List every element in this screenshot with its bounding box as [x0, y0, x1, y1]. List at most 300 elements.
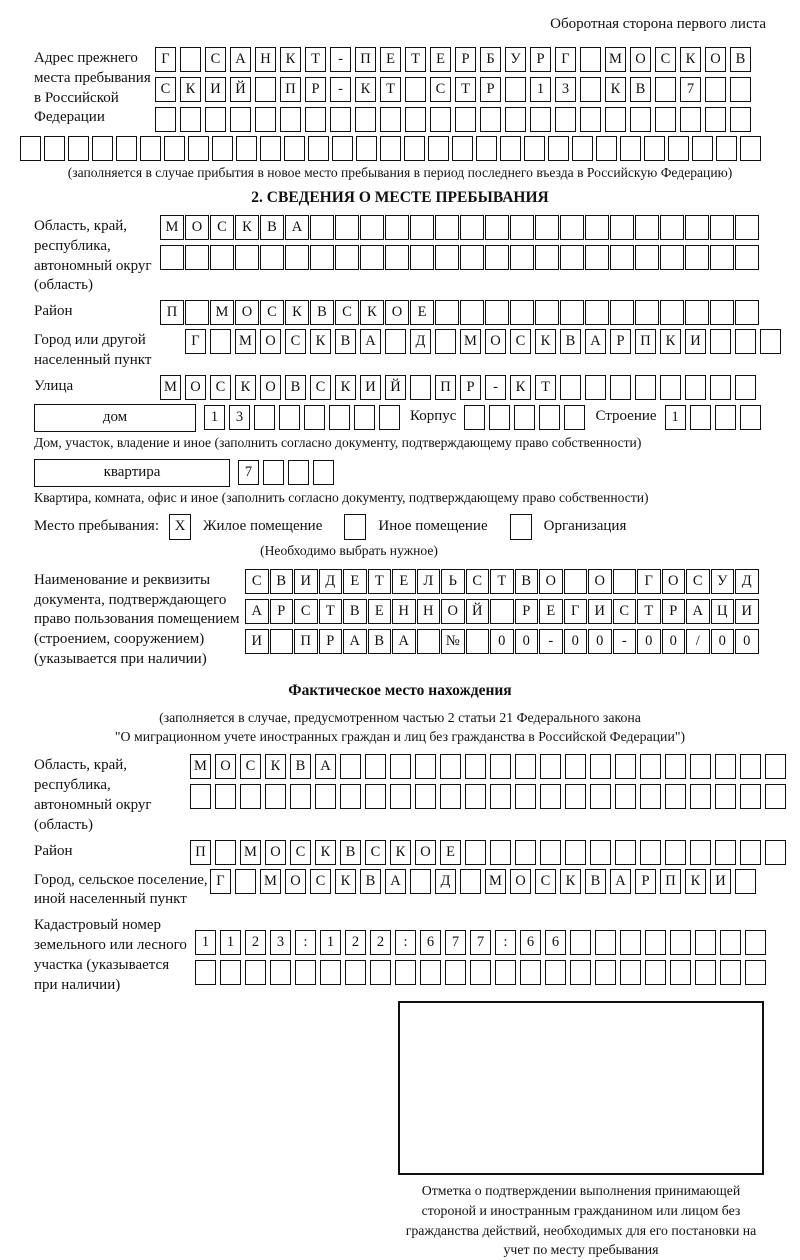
- char-box[interactable]: С: [365, 840, 386, 865]
- char-box[interactable]: С: [260, 300, 284, 325]
- char-box[interactable]: [435, 215, 459, 240]
- char-box[interactable]: [155, 107, 176, 132]
- char-box[interactable]: [710, 215, 734, 240]
- char-box[interactable]: [415, 784, 436, 809]
- char-box[interactable]: [765, 784, 786, 809]
- char-box[interactable]: В: [585, 869, 606, 894]
- char-box[interactable]: [735, 215, 759, 240]
- char-box[interactable]: С: [240, 754, 261, 779]
- char-box[interactable]: [715, 754, 736, 779]
- char-box[interactable]: О: [705, 47, 726, 72]
- char-box[interactable]: 6: [545, 930, 566, 955]
- char-box[interactable]: [720, 960, 741, 985]
- char-box[interactable]: [615, 784, 636, 809]
- char-box[interactable]: [640, 754, 661, 779]
- char-box[interactable]: С: [430, 77, 451, 102]
- char-box[interactable]: М: [485, 869, 506, 894]
- char-box[interactable]: [185, 300, 209, 325]
- char-box[interactable]: 7: [470, 930, 491, 955]
- char-box[interactable]: [310, 245, 334, 270]
- char-box[interactable]: Г: [637, 569, 661, 594]
- char-box[interactable]: [585, 215, 609, 240]
- char-box[interactable]: [630, 107, 651, 132]
- char-box[interactable]: [490, 754, 511, 779]
- char-box[interactable]: [580, 107, 601, 132]
- char-box[interactable]: В: [368, 629, 392, 654]
- char-box[interactable]: О: [510, 869, 531, 894]
- char-box[interactable]: [417, 629, 441, 654]
- char-box[interactable]: В: [310, 300, 334, 325]
- char-box[interactable]: [295, 960, 316, 985]
- char-box[interactable]: Р: [270, 599, 294, 624]
- char-box[interactable]: О: [485, 329, 506, 354]
- char-box[interactable]: [210, 245, 234, 270]
- char-box[interactable]: [640, 784, 661, 809]
- char-box[interactable]: У: [505, 47, 526, 72]
- char-box[interactable]: [288, 460, 309, 485]
- char-box[interactable]: Г: [210, 869, 231, 894]
- char-box[interactable]: И: [735, 599, 759, 624]
- char-box[interactable]: [480, 107, 501, 132]
- checkbox-other-premises[interactable]: [344, 514, 366, 540]
- char-box[interactable]: [440, 784, 461, 809]
- char-box[interactable]: С: [335, 300, 359, 325]
- char-box[interactable]: [690, 405, 711, 430]
- char-box[interactable]: О: [441, 599, 465, 624]
- char-box[interactable]: [730, 77, 751, 102]
- char-box[interactable]: В: [360, 869, 381, 894]
- char-box[interactable]: [380, 136, 401, 161]
- char-box[interactable]: С: [210, 375, 231, 400]
- char-box[interactable]: [564, 569, 588, 594]
- char-box[interactable]: -: [330, 77, 351, 102]
- char-box[interactable]: 0: [515, 629, 539, 654]
- char-box[interactable]: Р: [460, 375, 481, 400]
- char-box[interactable]: [640, 840, 661, 865]
- char-box[interactable]: [695, 930, 716, 955]
- char-box[interactable]: [620, 136, 641, 161]
- char-box[interactable]: [310, 215, 334, 240]
- char-box[interactable]: М: [460, 329, 481, 354]
- char-box[interactable]: [615, 754, 636, 779]
- char-box[interactable]: [596, 136, 617, 161]
- char-box[interactable]: С: [510, 329, 531, 354]
- char-box[interactable]: [560, 215, 584, 240]
- char-box[interactable]: Е: [392, 569, 416, 594]
- char-box[interactable]: 0: [588, 629, 612, 654]
- char-box[interactable]: 0: [490, 629, 514, 654]
- char-box[interactable]: [745, 960, 766, 985]
- char-box[interactable]: [395, 960, 416, 985]
- char-box[interactable]: 3: [270, 930, 291, 955]
- char-box[interactable]: [485, 215, 509, 240]
- char-box[interactable]: [740, 754, 761, 779]
- char-box[interactable]: 1: [530, 77, 551, 102]
- char-box[interactable]: А: [385, 869, 406, 894]
- char-box[interactable]: А: [230, 47, 251, 72]
- char-box[interactable]: М: [160, 375, 181, 400]
- char-box[interactable]: И: [360, 375, 381, 400]
- char-box[interactable]: 2: [345, 930, 366, 955]
- char-box[interactable]: [530, 107, 551, 132]
- char-box[interactable]: [660, 245, 684, 270]
- char-box[interactable]: Т: [455, 77, 476, 102]
- char-box[interactable]: [535, 245, 559, 270]
- char-box[interactable]: М: [240, 840, 261, 865]
- char-box[interactable]: -: [485, 375, 506, 400]
- char-box[interactable]: Е: [539, 599, 563, 624]
- char-box[interactable]: Д: [435, 869, 456, 894]
- char-box[interactable]: [44, 136, 65, 161]
- char-box[interactable]: [320, 960, 341, 985]
- char-box[interactable]: [380, 107, 401, 132]
- char-box[interactable]: И: [245, 629, 269, 654]
- char-box[interactable]: [410, 375, 431, 400]
- char-box[interactable]: [695, 960, 716, 985]
- char-box[interactable]: [510, 215, 534, 240]
- char-box[interactable]: Ц: [711, 599, 735, 624]
- char-box[interactable]: [308, 136, 329, 161]
- char-box[interactable]: П: [160, 300, 184, 325]
- char-box[interactable]: Е: [430, 47, 451, 72]
- char-box[interactable]: Р: [305, 77, 326, 102]
- char-box[interactable]: [370, 960, 391, 985]
- char-box[interactable]: [565, 754, 586, 779]
- char-box[interactable]: [230, 107, 251, 132]
- char-box[interactable]: [595, 960, 616, 985]
- char-box[interactable]: [476, 136, 497, 161]
- char-box[interactable]: 1: [320, 930, 341, 955]
- char-box[interactable]: Е: [410, 300, 434, 325]
- char-box[interactable]: [560, 375, 581, 400]
- char-box[interactable]: М: [190, 754, 211, 779]
- char-box[interactable]: [745, 930, 766, 955]
- char-box[interactable]: М: [260, 869, 281, 894]
- char-box[interactable]: [760, 329, 781, 354]
- char-box[interactable]: В: [343, 599, 367, 624]
- char-box[interactable]: [340, 754, 361, 779]
- char-box[interactable]: О: [185, 375, 206, 400]
- char-box[interactable]: [635, 215, 659, 240]
- char-box[interactable]: С: [535, 869, 556, 894]
- char-box[interactable]: О: [215, 754, 236, 779]
- char-box[interactable]: [668, 136, 689, 161]
- char-box[interactable]: [670, 930, 691, 955]
- char-box[interactable]: [164, 136, 185, 161]
- char-box[interactable]: [715, 784, 736, 809]
- char-box[interactable]: [585, 300, 609, 325]
- char-box[interactable]: К: [310, 329, 331, 354]
- char-box[interactable]: В: [270, 569, 294, 594]
- char-box[interactable]: 0: [564, 629, 588, 654]
- char-box[interactable]: [535, 300, 559, 325]
- char-box[interactable]: [356, 136, 377, 161]
- char-box[interactable]: -: [539, 629, 563, 654]
- char-box[interactable]: [460, 869, 481, 894]
- char-box[interactable]: А: [686, 599, 710, 624]
- char-box[interactable]: [185, 245, 209, 270]
- char-box[interactable]: В: [260, 215, 284, 240]
- char-box[interactable]: [390, 784, 411, 809]
- char-box[interactable]: [590, 784, 611, 809]
- char-box[interactable]: [730, 107, 751, 132]
- char-box[interactable]: [515, 840, 536, 865]
- char-box[interactable]: [590, 754, 611, 779]
- char-box[interactable]: [765, 840, 786, 865]
- char-box[interactable]: М: [210, 300, 234, 325]
- char-box[interactable]: Т: [637, 599, 661, 624]
- char-box[interactable]: [539, 405, 560, 430]
- char-box[interactable]: С: [310, 375, 331, 400]
- char-box[interactable]: [613, 569, 637, 594]
- char-box[interactable]: [284, 136, 305, 161]
- char-box[interactable]: [540, 784, 561, 809]
- char-box[interactable]: [485, 300, 509, 325]
- char-box[interactable]: [385, 245, 409, 270]
- char-box[interactable]: Т: [368, 569, 392, 594]
- char-box[interactable]: [495, 960, 516, 985]
- char-box[interactable]: С: [210, 215, 234, 240]
- char-box[interactable]: [710, 375, 731, 400]
- char-box[interactable]: [685, 245, 709, 270]
- char-box[interactable]: Д: [735, 569, 759, 594]
- char-box[interactable]: [524, 136, 545, 161]
- char-box[interactable]: [655, 107, 676, 132]
- char-box[interactable]: [460, 245, 484, 270]
- char-box[interactable]: [116, 136, 137, 161]
- char-box[interactable]: [485, 245, 509, 270]
- char-box[interactable]: П: [355, 47, 376, 72]
- char-box[interactable]: [685, 215, 709, 240]
- char-box[interactable]: П: [280, 77, 301, 102]
- char-box[interactable]: [385, 215, 409, 240]
- char-box[interactable]: [545, 960, 566, 985]
- char-box[interactable]: В: [730, 47, 751, 72]
- char-box[interactable]: [360, 245, 384, 270]
- char-box[interactable]: 7: [445, 930, 466, 955]
- char-box[interactable]: [335, 215, 359, 240]
- char-box[interactable]: В: [630, 77, 651, 102]
- char-box[interactable]: К: [560, 869, 581, 894]
- char-box[interactable]: [615, 840, 636, 865]
- char-box[interactable]: С: [285, 329, 306, 354]
- char-box[interactable]: [515, 784, 536, 809]
- char-box[interactable]: [685, 375, 706, 400]
- char-box[interactable]: [735, 375, 756, 400]
- char-box[interactable]: -: [330, 47, 351, 72]
- char-box[interactable]: [410, 245, 434, 270]
- char-box[interactable]: [212, 136, 233, 161]
- char-box[interactable]: [560, 300, 584, 325]
- char-box[interactable]: Р: [480, 77, 501, 102]
- char-box[interactable]: Н: [255, 47, 276, 72]
- char-box[interactable]: А: [343, 629, 367, 654]
- char-box[interactable]: Н: [417, 599, 441, 624]
- char-box[interactable]: К: [680, 47, 701, 72]
- char-box[interactable]: [379, 405, 400, 430]
- char-box[interactable]: Р: [662, 599, 686, 624]
- char-box[interactable]: К: [535, 329, 556, 354]
- char-box[interactable]: [716, 136, 737, 161]
- char-box[interactable]: [340, 784, 361, 809]
- char-box[interactable]: Г: [185, 329, 206, 354]
- char-box[interactable]: [665, 784, 686, 809]
- char-box[interactable]: 0: [662, 629, 686, 654]
- char-box[interactable]: Р: [455, 47, 476, 72]
- char-box[interactable]: [740, 784, 761, 809]
- char-box[interactable]: [585, 375, 606, 400]
- char-box[interactable]: [290, 784, 311, 809]
- char-box[interactable]: [680, 107, 701, 132]
- char-box[interactable]: [263, 460, 284, 485]
- char-box[interactable]: К: [510, 375, 531, 400]
- char-box[interactable]: Р: [610, 329, 631, 354]
- char-box[interactable]: И: [710, 869, 731, 894]
- char-box[interactable]: [735, 869, 756, 894]
- char-box[interactable]: :: [395, 930, 416, 955]
- char-box[interactable]: [460, 300, 484, 325]
- char-box[interactable]: О: [539, 569, 563, 594]
- char-box[interactable]: [305, 107, 326, 132]
- char-box[interactable]: [254, 405, 275, 430]
- char-box[interactable]: К: [660, 329, 681, 354]
- char-box[interactable]: М: [235, 329, 256, 354]
- char-box[interactable]: [235, 245, 259, 270]
- char-box[interactable]: [460, 215, 484, 240]
- char-box[interactable]: [332, 136, 353, 161]
- char-box[interactable]: [670, 960, 691, 985]
- char-box[interactable]: [355, 107, 376, 132]
- char-box[interactable]: П: [190, 840, 211, 865]
- char-box[interactable]: Т: [490, 569, 514, 594]
- char-box[interactable]: К: [280, 47, 301, 72]
- char-box[interactable]: [555, 107, 576, 132]
- char-box[interactable]: Ь: [441, 569, 465, 594]
- char-box[interactable]: К: [285, 300, 309, 325]
- char-box[interactable]: О: [185, 215, 209, 240]
- char-box[interactable]: [335, 245, 359, 270]
- char-box[interactable]: [635, 300, 659, 325]
- char-box[interactable]: С: [310, 869, 331, 894]
- char-box[interactable]: П: [294, 629, 318, 654]
- char-box[interactable]: Т: [305, 47, 326, 72]
- char-box[interactable]: К: [355, 77, 376, 102]
- char-box[interactable]: [390, 754, 411, 779]
- char-box[interactable]: [510, 245, 534, 270]
- char-box[interactable]: [660, 375, 681, 400]
- char-box[interactable]: [313, 460, 334, 485]
- char-box[interactable]: [270, 960, 291, 985]
- char-box[interactable]: [304, 405, 325, 430]
- char-box[interactable]: :: [495, 930, 516, 955]
- char-box[interactable]: /: [686, 629, 710, 654]
- char-box[interactable]: [236, 136, 257, 161]
- char-box[interactable]: С: [613, 599, 637, 624]
- char-box[interactable]: [215, 840, 236, 865]
- char-box[interactable]: [455, 107, 476, 132]
- char-box[interactable]: [260, 136, 281, 161]
- char-box[interactable]: К: [235, 375, 256, 400]
- char-box[interactable]: [68, 136, 89, 161]
- char-box[interactable]: [620, 930, 641, 955]
- char-box[interactable]: А: [285, 215, 309, 240]
- char-box[interactable]: [445, 960, 466, 985]
- char-box[interactable]: [435, 329, 456, 354]
- char-box[interactable]: [735, 245, 759, 270]
- char-box[interactable]: [720, 930, 741, 955]
- char-box[interactable]: А: [392, 629, 416, 654]
- char-box[interactable]: [500, 136, 521, 161]
- char-box[interactable]: [440, 754, 461, 779]
- char-box[interactable]: [705, 107, 726, 132]
- char-box[interactable]: [644, 136, 665, 161]
- char-box[interactable]: Д: [410, 329, 431, 354]
- char-box[interactable]: А: [315, 754, 336, 779]
- char-box[interactable]: [20, 136, 41, 161]
- char-box[interactable]: С: [686, 569, 710, 594]
- char-box[interactable]: [255, 77, 276, 102]
- char-box[interactable]: [690, 840, 711, 865]
- char-box[interactable]: О: [385, 300, 409, 325]
- char-box[interactable]: [515, 754, 536, 779]
- char-box[interactable]: 2: [370, 930, 391, 955]
- char-box[interactable]: А: [585, 329, 606, 354]
- char-box[interactable]: -: [613, 629, 637, 654]
- char-box[interactable]: [610, 245, 634, 270]
- char-box[interactable]: Р: [319, 629, 343, 654]
- char-box[interactable]: С: [205, 47, 226, 72]
- char-box[interactable]: Т: [319, 599, 343, 624]
- char-box[interactable]: М: [605, 47, 626, 72]
- char-box[interactable]: [540, 754, 561, 779]
- char-box[interactable]: [360, 215, 384, 240]
- char-box[interactable]: [265, 784, 286, 809]
- char-box[interactable]: [585, 245, 609, 270]
- char-box[interactable]: [665, 840, 686, 865]
- char-box[interactable]: О: [588, 569, 612, 594]
- char-box[interactable]: Р: [530, 47, 551, 72]
- char-box[interactable]: [345, 960, 366, 985]
- char-box[interactable]: Т: [535, 375, 556, 400]
- char-box[interactable]: [490, 599, 514, 624]
- char-box[interactable]: [270, 629, 294, 654]
- char-box[interactable]: [735, 300, 759, 325]
- char-box[interactable]: Е: [343, 569, 367, 594]
- char-box[interactable]: [645, 960, 666, 985]
- char-box[interactable]: И: [205, 77, 226, 102]
- char-box[interactable]: Е: [380, 47, 401, 72]
- char-box[interactable]: К: [335, 869, 356, 894]
- char-box[interactable]: Й: [466, 599, 490, 624]
- char-box[interactable]: И: [685, 329, 706, 354]
- char-box[interactable]: [210, 329, 231, 354]
- char-box[interactable]: [635, 375, 656, 400]
- char-box[interactable]: О: [415, 840, 436, 865]
- char-box[interactable]: [735, 329, 756, 354]
- char-box[interactable]: К: [360, 300, 384, 325]
- char-box[interactable]: В: [515, 569, 539, 594]
- char-box[interactable]: [354, 405, 375, 430]
- char-box[interactable]: [565, 840, 586, 865]
- char-box[interactable]: [660, 300, 684, 325]
- char-box[interactable]: С: [294, 599, 318, 624]
- char-box[interactable]: [570, 930, 591, 955]
- char-box[interactable]: О: [235, 300, 259, 325]
- char-box[interactable]: Е: [440, 840, 461, 865]
- char-box[interactable]: [655, 77, 676, 102]
- char-box[interactable]: [535, 215, 559, 240]
- char-box[interactable]: [410, 215, 434, 240]
